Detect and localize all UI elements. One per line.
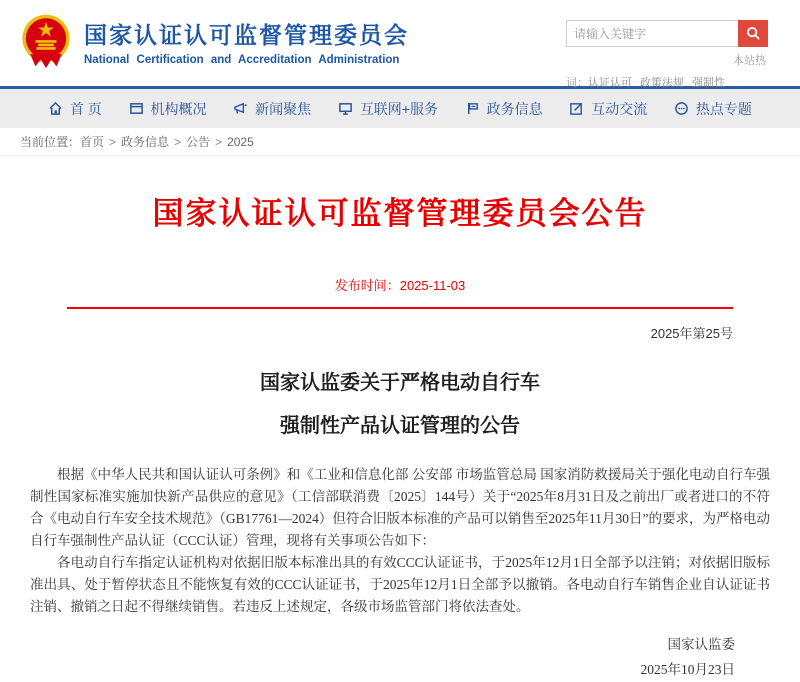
search-area — [566, 20, 768, 90]
search-icon — [746, 26, 761, 41]
announcement-title-line1: 国家认监委关于严格电动自行车 — [260, 372, 540, 394]
red-divider — [67, 307, 733, 309]
body-paragraph: 根据《中华人民共和国认证认可条例》和《工业和信息化部 公安部 市场监管总局 国家消防救援局关于强化电动自行车强制性国家标准实施加快新产品供应的意见》（工信部联消费〔2025〕144号）关于“2025年8月31日及之前出厂或者进口的不符合《电动自行车安全技术规范》（GB17761—2024）但符合旧版本标准的产品可以销售至2025年11月30日”的要求，为严格电动自行车强制性产品认证（CCC认证）管理，现将有关事项公告如下： — [30, 467, 770, 548]
site-title-cn: 国家认证认可监督管理委员会 — [84, 21, 409, 48]
issue-number: 2025年第25号 — [650, 326, 733, 341]
nav-label: 互联网+服务 — [359, 100, 438, 117]
hotwords-label-line2: 词： — [566, 77, 588, 89]
news-icon — [233, 101, 248, 116]
organization-icon — [129, 101, 144, 116]
announcement-title — [30, 362, 770, 448]
national-emblem-icon — [18, 12, 74, 70]
hotwords-label-line1: 本站热 — [733, 55, 766, 67]
breadcrumb-link-2025[interactable]: 2025 — [227, 135, 254, 149]
hotword-link[interactable]: 政策法规 — [640, 77, 684, 89]
nav-label: 政务信息 — [486, 100, 543, 117]
site-title-block — [84, 17, 409, 66]
signature-block — [30, 632, 770, 682]
gov-info-icon — [465, 101, 480, 116]
main-nav — [0, 86, 800, 128]
home-icon — [48, 101, 63, 116]
breadcrumb-separator: > — [109, 135, 117, 149]
hotword-link[interactable]: 强制性 — [692, 77, 725, 89]
search-input[interactable] — [566, 20, 738, 47]
nav-label: 热点专题 — [695, 100, 752, 117]
breadcrumb-link-gov-info[interactable]: 政务信息 — [121, 135, 170, 149]
breadcrumb-separator: > — [215, 135, 223, 149]
nav-label: 新闻聚焦 — [255, 100, 312, 117]
sign-date: 2025年10月23日 — [640, 662, 735, 677]
internet-service-icon — [338, 101, 353, 116]
hot-topics-icon — [674, 101, 689, 116]
site-header — [0, 0, 800, 89]
breadcrumb-separator: > — [174, 135, 182, 149]
announcement-article — [0, 188, 800, 682]
hotword-link[interactable]: 认证认可 — [588, 77, 632, 89]
site-logo[interactable] — [18, 12, 409, 70]
nav-label: 互动交流 — [591, 100, 648, 117]
body-paragraph: 各电动自行车指定认证机构对依据旧版本标准出具的有效CCC认证证书，于2025年12月1日全部予以注销；对依据旧版标准出具、处于暂停状态且不能恢复有效的CCC认证证书，于2025年12月1日全部予以撤销。各电动自行车销售企业自认证证书注销、撤销之日起不得继续销售。若违反上述规定，各级市场监管部门将依法查处。 — [30, 555, 770, 614]
nav-label: 机构概况 — [150, 100, 207, 117]
nav-item-gov-info[interactable] — [465, 99, 543, 119]
nav-item-organization[interactable] — [129, 99, 207, 119]
nav-item-interaction[interactable] — [569, 99, 647, 119]
publish-time: 发布时间：2025-11-03 — [334, 278, 466, 293]
breadcrumb — [0, 128, 800, 156]
hotwords-row — [566, 74, 768, 90]
breadcrumb-label: 当前位置： — [20, 135, 81, 149]
announcement-title-line2: 强制性产品认证管理的公告 — [280, 415, 520, 437]
interaction-icon — [569, 101, 584, 116]
nav-label: 首 页 — [70, 100, 102, 117]
signer: 国家认监委 — [667, 637, 735, 652]
nav-item-internet-service[interactable] — [338, 99, 438, 119]
nav-item-hot-topics[interactable] — [674, 99, 752, 119]
site-title-en: National Certification and Accreditation Administration — [84, 53, 400, 66]
breadcrumb-link-announcements[interactable]: 公告 — [186, 135, 211, 149]
announcement-body — [30, 464, 770, 618]
announcement-masthead: 国家认证认可监督管理委员会公告 — [152, 196, 648, 231]
nav-item-home[interactable] — [48, 99, 102, 119]
search-button[interactable] — [738, 20, 768, 47]
nav-item-news[interactable] — [233, 99, 311, 119]
breadcrumb-link-home[interactable]: 首页 — [80, 135, 105, 149]
